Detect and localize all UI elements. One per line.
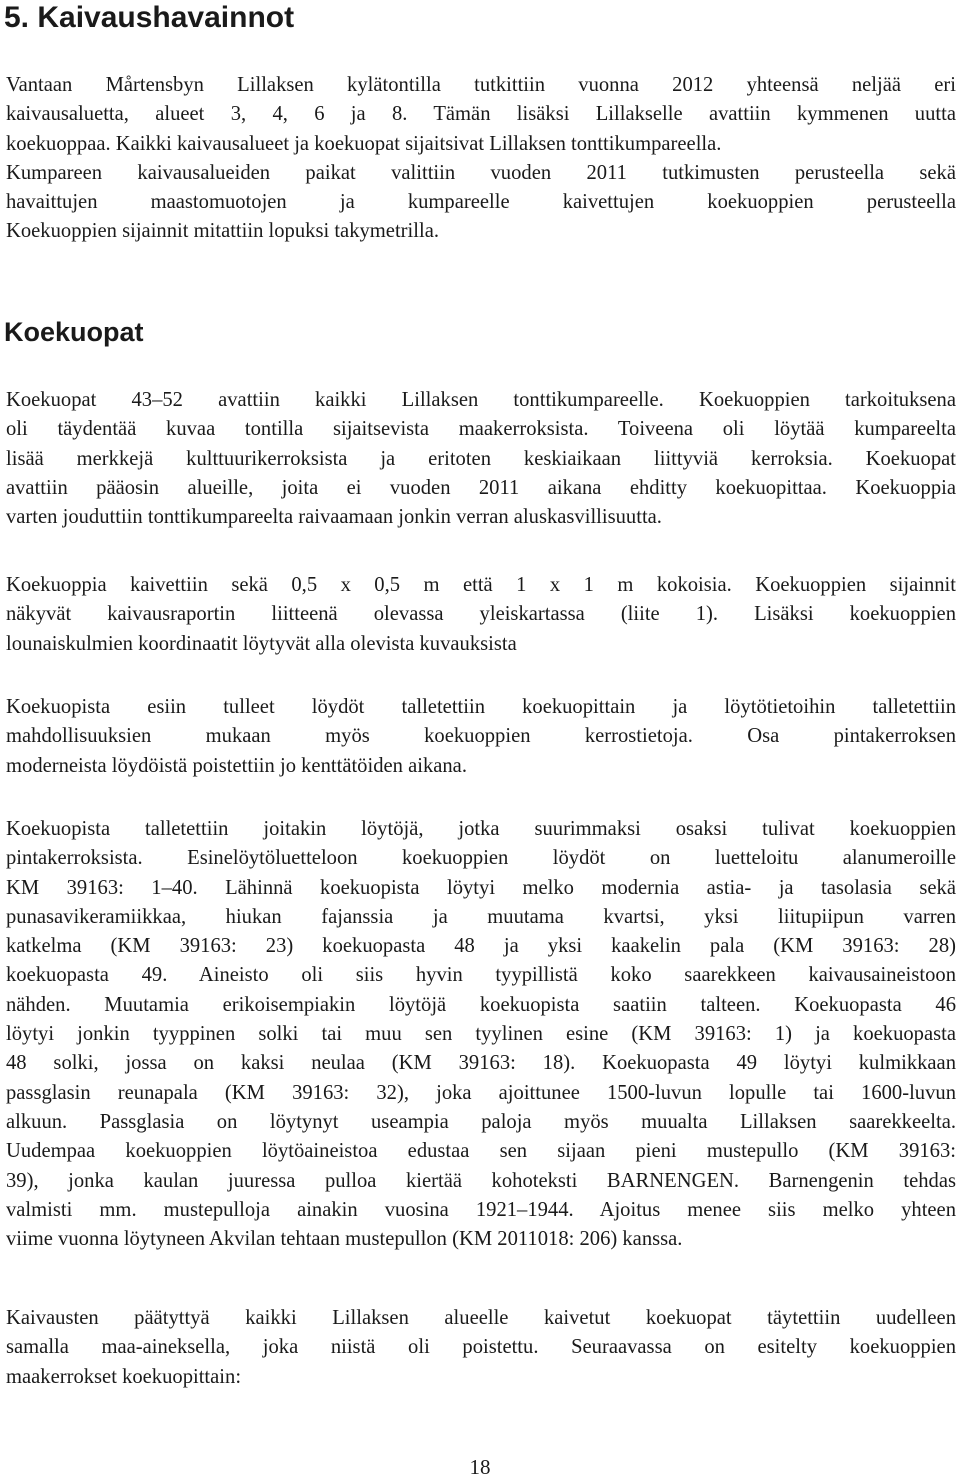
text-line: moderneista löydöistä poistettiin jo kenttätöiden aikana. [6,754,467,777]
intro-paragraph [6,71,956,247]
text-line: punasavikeramiikkaa, hiukan fajanssia ja muutama kvartsi, yksi liitupiipun varren [6,905,956,928]
text-line: passglasin reunapala (KM 39163: 32), joka ajoittunee 1500-luvun lopulle tai 1600-luvun [6,1081,956,1104]
paragraph-sizes [6,571,956,659]
text-line: havaittujen maastomuotojen ja kumpareelle kaivettujen koekuoppien perusteella [6,191,956,214]
paragraph-finds-recording [6,693,956,781]
text-line: samalla maa-aineksella, joka niistä oli poistettu. Seuraavassa on esitelty koekuoppien [6,1336,956,1359]
text-line: näkyvät kaivausraportin liitteenä olevassa yleiskartassa (liite 1). Lisäksi koekuoppien [6,603,956,626]
text-line: Koekuoppien sijainnit mitattiin lopuksi takymetrilla. [6,220,439,243]
text-line: 48 solki, jossa on kaksi neulaa (KM 39163: 18). Koekuopasta 49 löytyi kulmikkaan [6,1052,956,1075]
text-line: varten jouduttiin tonttikumpareelta raivaamaan jonkin verran aluskasvillisuutta. [6,506,662,529]
text-line: Koekuopat 43–52 avattiin kaikki Lillaksen tonttikumpareelle. Koekuoppien tarkoituksena [6,389,956,411]
text-line: avattiin pääosin alueille, joita ei vuoden 2011 aikana ehditty koekuopittaa. Koekuoppia [6,476,956,499]
text-line: 39), jonka kaulan juuressa pulloa kiertää kohoteksti BARNENGEN. Barnengenin tehdas [6,1169,956,1192]
text-line: kaivausaluetta, alueet 3, 4, 6 ja 8. Tämän lisäksi Lillakselle avattiin kymmenen uutta [6,103,956,126]
page-number: 18 [469,1455,491,1479]
text-line: lounaiskulmien koordinaatit löytyvät alla olevista kuvauksista [6,632,517,655]
text-line: Vantaan Mårtensbyn Lillaksen kylätontilla tutkittiin vuonna 2012 yhteensä neljää eri [6,74,956,96]
text-line: nähden. Muutamia erikoisempiakin löytöjä koekuopista saatiin talteen. Koekuopasta 46 [6,993,956,1016]
text-line: mahdollisuuksien mukaan myös koekuoppien kerrostietoja. Osa pintakerroksen [6,725,956,748]
text-line: Kumpareen kaivausalueiden paikat valittiin vuoden 2011 tutkimusten perusteella sekä [6,161,956,184]
text-line: Koekuoppia kaivettiin sekä 0,5 x 0,5 m että 1 x 1 m kokoisia. Koekuoppien sijainnit [6,574,956,596]
text-line: viime vuonna löytyneen Akvilan tehtaan mustepullon (KM 2011018: 206) kanssa. [6,1228,683,1251]
text-line: alkuun. Passglasia on löytynyt useampia paloja myös muualta Lillaksen saarekkeelta. [6,1110,956,1133]
text-line: koekuoppaa. Kaikki kaivausalueet ja koekuopat sijaitsivat Lillaksen tonttikumpareella. [6,132,722,155]
text-line: valmisti mm. mustepulloja ainakin vuosina 1921–1944. Ajoitus menee siis melko yhteen [6,1198,956,1221]
text-line: oli täydentää kuvaa tontilla sijaitsevista maakerroksista. Toiveena oli löytää kumpareelta [6,418,956,441]
text-line: Koekuopista talletettiin joitakin löytöjä, jotka suurimmaksi osaksi tulivat koekuoppien [6,818,956,840]
text-line: maakerrokset koekuopittain: [6,1365,242,1388]
text-line: lisää merkkejä kulttuurikerroksista ja eritoten keskiaikaan liittyviä kerroksia. Koekuopat [6,447,956,470]
section-heading: 5. Kaivaushavainnot [4,1,295,34]
text-line: Kaivausten päätyttyä kaikki Lillaksen alueelle kaivetut koekuopat täytettiin uudelleen [6,1307,956,1329]
paragraph-backfill [6,1304,956,1392]
text-line: KM 39163: 1–40. Lähinnä koekuopista löytyi melko modernia astia- ja tasolasia sekä [6,876,956,899]
text-line: Koekuopista esiin tulleet löydöt talletettiin koekuopittain ja löytötietoihin talletettiin [6,696,956,718]
paragraph-purpose [6,386,956,532]
text-line: löytyi jonkin tyyppinen solki tai muu sen tyylinen esine (KM 39163: 1) ja koekuopasta [6,1023,956,1046]
text-line: pintakerroksista. Esinelöytöluetteloon koekuoppien löydöt on luetteloitu alanumeroille [6,847,956,870]
text-line: katkelma (KM 39163: 23) koekuopasta 48 ja yksi kaakelin pala (KM 39163: 28) [6,935,956,958]
subsection-heading: Koekuopat [4,317,144,347]
text-line: Uudempaa koekuoppien löytöaineistoa edustaa sen sijaan pieni mustepullo (KM 39163: [6,1140,956,1163]
text-line: koekuopasta 49. Aineisto oli siis hyvin tyypillistä koko saarekkeen kaivausaineistoon [6,964,956,987]
paragraph-finds-description [6,815,956,1254]
